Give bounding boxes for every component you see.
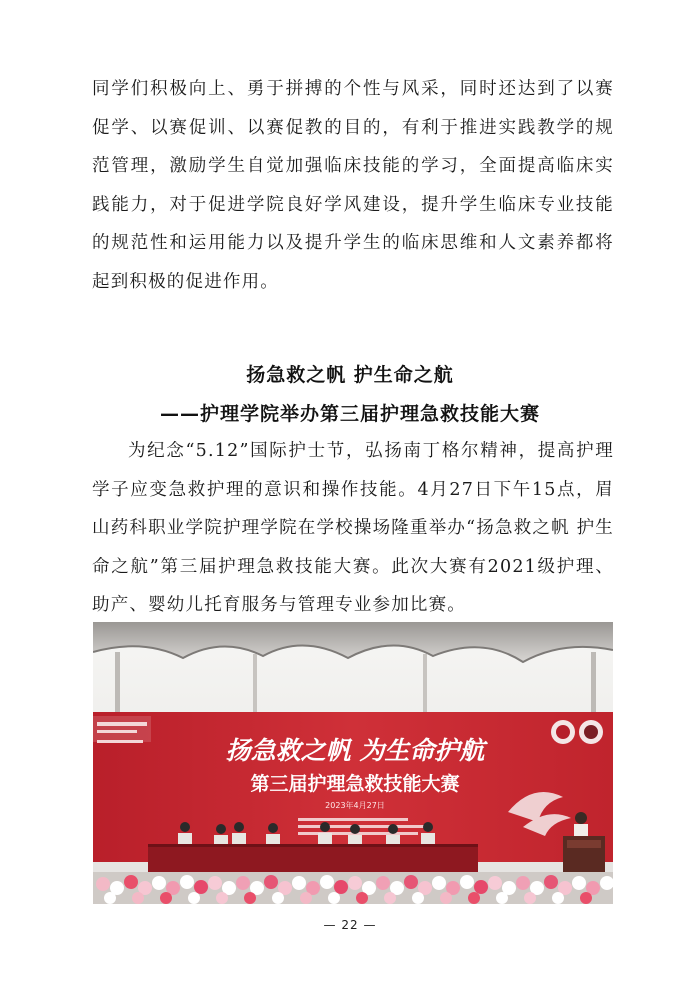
balloon-garland [93,872,613,904]
article-body-paragraph: 为纪念“5.12”国际护士节，弘扬南丁格尔精神，提高护理学子应变急救护理的意识和操作技能。4月27日下午15点，眉山药科职业学院护理学院在学校操场隆重举办“扬急救之帆 护生命之航”第三届护理急救技能大赛。此次大赛有2021级护理、助产、婴幼儿托育服务与管理专业参加比赛。 [92,441,614,616]
page-number: — 22 — [323,918,377,932]
body-paragraph-continued: 同学们积极向上、勇于拼搏的个性与风采，同时还达到了以赛促学、以赛促训、以赛促教的目的，有利于推进实践教学的规范管理，激励学生自觉加强临床技能的学习，全面提高临床实践能力，对于促进学院良好学风建设，提升学生临床专业技能的规范性和运用能力以及提升学生的临床思维和人文素养都将起到积极的促进作用。 [92,79,614,292]
banner-slogan: 扬急救之帆 为生命护航 [225,736,485,765]
banner-date: 2023年4月27日 [325,801,385,810]
event-photo [93,622,613,904]
article-subtitle: ——护理学院举办第三届护理急救技能大赛 [159,403,540,425]
school-logo [93,716,151,743]
article-title: 扬急救之帆 护生命之航 [246,364,454,386]
banner-event-name: 第三届护理急救技能大赛 [250,773,460,795]
long-table [148,844,478,874]
